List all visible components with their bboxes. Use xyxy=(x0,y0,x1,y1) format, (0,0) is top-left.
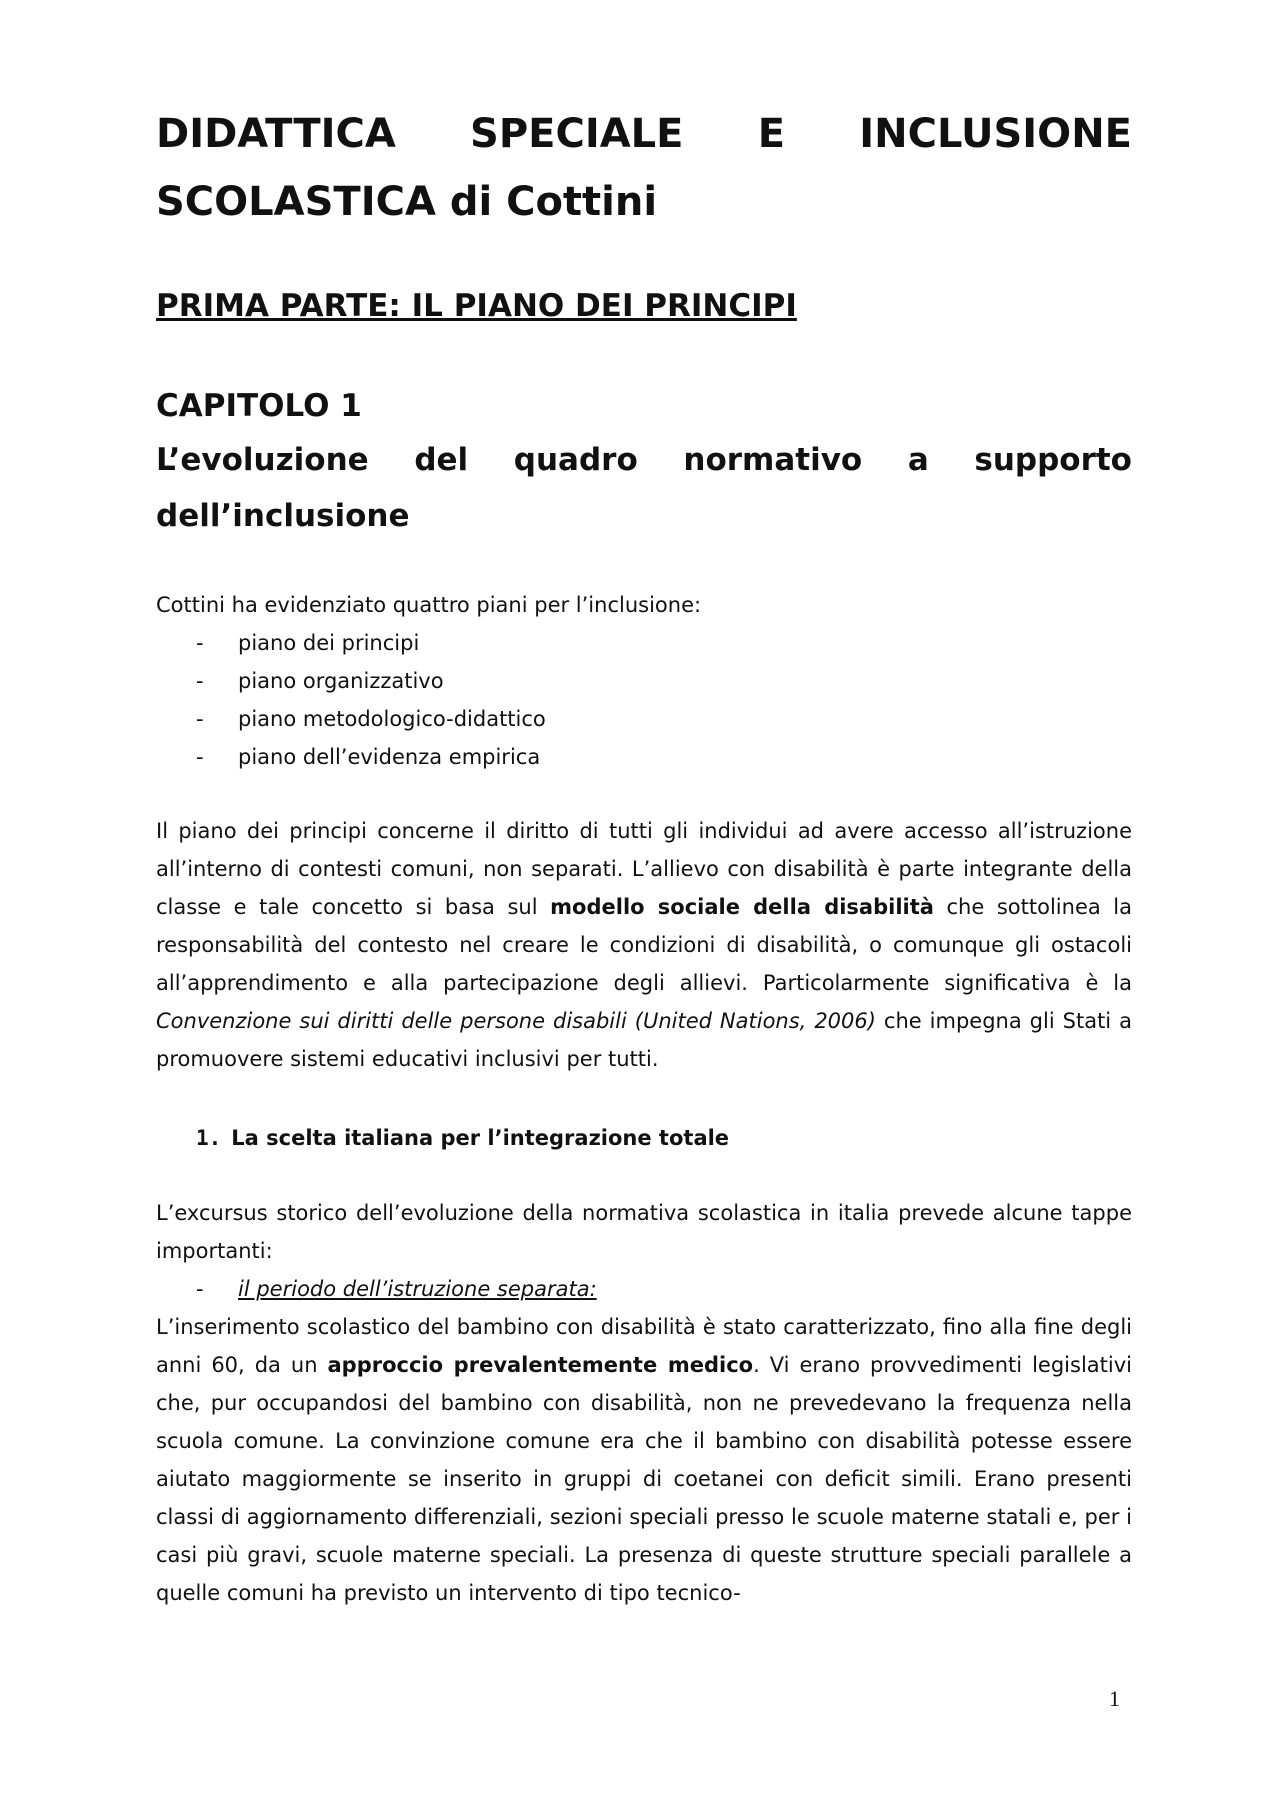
title-word: DIDATTICA xyxy=(156,111,396,157)
dash-bullet: - xyxy=(196,669,204,693)
principles-paragraph: Il piano dei principi concerne il diritto di tutti gli individui ad avere accesso all’istruzione all’interno di contesti comuni, non separati. L’allievo con disabilità è parte integrante della classe e tale concetto si basa sul modello sociale della disabilità che sottolinea la responsabilità del contesto nel creare le condizioni di disabilità, o comunque gli ostacoli all’apprendimento e alla partecipazione degli allievi. Particolarmente significativa è la Convenzione sui diritti delle persone disabili (United Nations, 2006) che impegna gli Stati a promuovere sistemi educativi inclusivi per tutti. xyxy=(156,819,1132,1071)
intro-paragraph: Cottini ha evidenziato quattro piani per l’inclusione: xyxy=(156,593,702,617)
title-word: SPECIALE xyxy=(470,111,684,157)
excursus-paragraph: L’excursus storico dell’evoluzione della normativa scolastica in italia prevede alcune tappe importanti: xyxy=(156,1201,1132,1263)
dash-bullet: - xyxy=(196,707,204,731)
section-title: La scelta italiana per l’integrazione totale xyxy=(231,1126,730,1150)
list-item: - piano organizzativo xyxy=(196,662,1132,700)
title-word: E xyxy=(757,111,786,157)
separate-education-paragraph: L’inserimento scolastico del bambino con disabilità è stato caratterizzato, fino alla fine degli anni 60, da un approccio prevalentemente medico. Vi erano provvedimenti legislativi che, pur occupandosi del bambino con disabilità, non ne prevedevano la frequenza nella scuola comune. La convinzione comune era che il bambino con disabilità potesse essere aiutato maggiormente se inserito in gruppi di coetanei con deficit simili. Erano presenti classi di aggiornamento differenziali, sezioni speciali presso le scuole materne statali e, per i casi più gravi, scuole materne speciali. La presenza di queste strutture speciali parallele a quelle comuni ha previsto un intervento di tipo tecnico- xyxy=(156,1315,1132,1605)
page-content xyxy=(156,100,1132,1612)
chapter-number: CAPITOLO 1 xyxy=(156,388,362,424)
list-item: - piano metodologico-didattico xyxy=(196,700,1132,738)
italic-citation: Convenzione sui diritti delle persone disabili (United Nations, 2006) xyxy=(156,1009,876,1033)
chapter-word: a xyxy=(907,442,929,478)
section-heading xyxy=(196,1118,1132,1158)
title-word: INCLUSIONE xyxy=(859,111,1132,157)
bold-term: approccio prevalentemente medico xyxy=(327,1353,754,1377)
title-line-2: SCOLASTICA di Cottini xyxy=(156,179,658,225)
dash-bullet: - xyxy=(196,1277,204,1301)
chapter-title-line-1 xyxy=(156,432,1132,488)
title-line-1 xyxy=(156,100,1132,168)
chapter-word: normativo xyxy=(683,442,863,478)
bold-term: modello sociale della disabilità xyxy=(550,895,934,919)
phase-item xyxy=(156,1270,1132,1308)
chapter-word: quadro xyxy=(513,442,638,478)
dash-bullet: - xyxy=(196,631,204,655)
chapter-word: supporto xyxy=(974,442,1132,478)
phase-title: il periodo dell’istruzione separata: xyxy=(238,1277,597,1301)
list-item: - piano dei principi xyxy=(196,624,1132,662)
chapter-word: del xyxy=(414,442,469,478)
chapter-title xyxy=(156,432,1132,544)
list-item: - piano dell’evidenza empirica xyxy=(196,738,1132,776)
chapter-title-line-2: dell’inclusione xyxy=(156,498,410,534)
planes-list xyxy=(156,624,1132,776)
section-number: 1. xyxy=(196,1126,222,1150)
part-title: PRIMA PARTE: IL PIANO DEI PRINCIPI xyxy=(156,288,797,324)
chapter-word: L’evoluzione xyxy=(156,442,369,478)
document-title xyxy=(156,100,1132,236)
dash-bullet: - xyxy=(196,745,204,769)
page-number: 1 xyxy=(1109,1686,1120,1711)
